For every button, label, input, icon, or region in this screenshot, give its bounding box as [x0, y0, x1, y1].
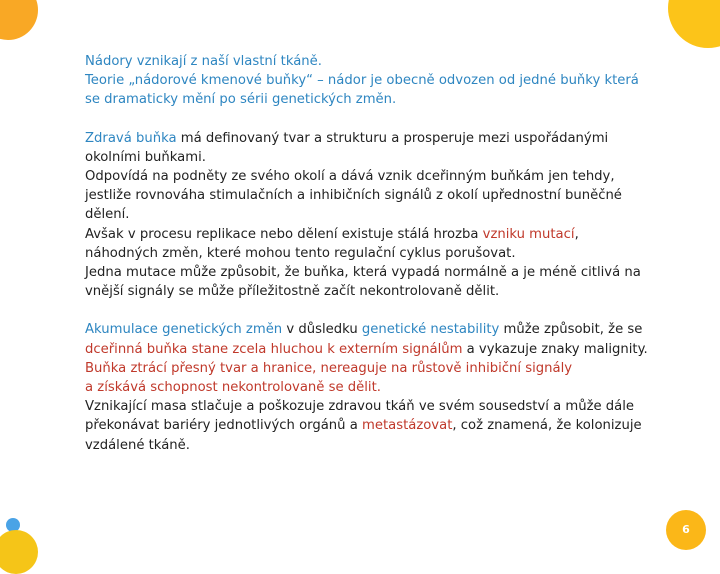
loses-shape-line-2: a získává schopnost nekontrolovaně se dělit.	[85, 380, 381, 396]
daughter-cell-term: dceřinná buňka stane zcela hluchou k externím signálům	[85, 341, 463, 357]
metastasize-term: metastázovat	[361, 418, 453, 434]
invasive-text-end: , což znamená, že kolonizuje vzdálené tkáně.	[85, 418, 642, 453]
healthy-cell-text: má definovaný tvar a strukturu a prosperuje mezi uspořádanými okolními buňkami.	[85, 130, 609, 165]
instability-term: genetické nestability	[361, 322, 500, 338]
decorative-circle-top-right	[668, 0, 720, 48]
healthy-cell-term: Zdravá buňka	[85, 130, 177, 146]
accumulation-mid-1: v důsledku	[282, 322, 362, 338]
healthy-cell-paragraph	[85, 129, 655, 167]
accumulation-term: Akumulace genetických změn	[85, 322, 283, 338]
decorative-circle-top-left	[0, 0, 38, 40]
invasive-text-start: Vznikající masa stlačuje a poškozuje zdravou tkáň ve svém sousedství a může dále překonávat bariéry jednotlivých orgánů a	[85, 399, 635, 434]
page-number: 6	[682, 523, 690, 536]
mutation-text-start: Avšak v procesu replikace nebo dělení existuje stálá hrozba	[85, 226, 483, 242]
one-mutation-paragraph: Jedna mutace může způsobit, že buňka, která vypadá normálně a je méně citlivá na vnější signály se může příležitostně začít nekontrolovaně dělit.	[85, 265, 641, 300]
decorative-circle-bottom-left	[0, 530, 38, 574]
intro-line-1: Nádory vznikají z naší vlastní tkáně.	[85, 54, 322, 69]
accumulation-mid-2: může způsobit, že se	[499, 322, 643, 338]
slide-content	[85, 52, 655, 455]
accumulation-paragraph	[85, 320, 655, 358]
invasive-paragraph	[85, 397, 655, 455]
loses-shape-line-1: Buňka ztrácí přesný tvar a hranice, nereaguje na růstově inhibiční signály	[85, 360, 573, 376]
mutation-term: vzniku mutací	[482, 226, 575, 242]
responds-paragraph: Odpovídá na podněty ze svého okolí a dává vznik dceřinným buňkám jen tehdy, jestliže rovnováha stimulačních a inhibičních signálů z okolí upřednostní buněčné dělení.	[85, 169, 622, 223]
mutation-paragraph	[85, 225, 655, 263]
accumulation-end: a vykazuje znaky malignity.	[462, 341, 648, 357]
intro-line-2: Teorie „nádorové kmenové buňky“ – nádor je obecně odvozen od jedné buňky která se dramaticky mění po sérii genetických změn.	[85, 73, 639, 108]
mutation-text-end: , náhodných změn, které mohou tento regulační cyklus porušovat.	[85, 226, 579, 261]
